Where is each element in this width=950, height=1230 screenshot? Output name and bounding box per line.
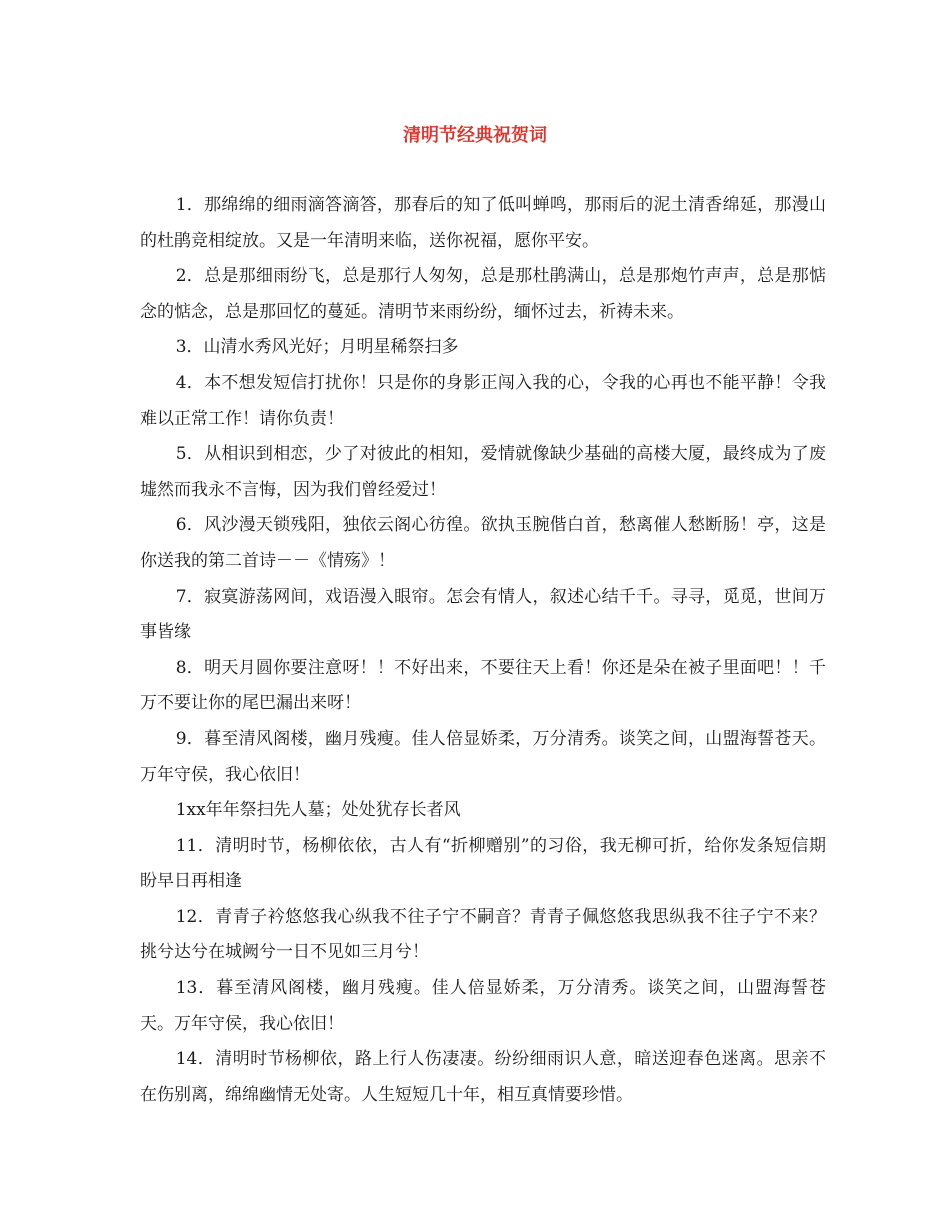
document-body <box>140 188 826 1113</box>
paragraph-1: 1．那绵绵的细雨滴答滴答，那春后的知了低叫蝉鸣，那雨后的泥土清香绵延，那漫山的杜鹃竞相绽放。又是一年清明来临，送你祝福，愿你平安。 <box>140 195 826 251</box>
paragraph-6: 6．风沙漫天锁残阳，独依云阁心彷徨。欲执玉腕偕白首，愁离催人愁断肠！亭，这是你送我的第二首诗－－《情殇》！ <box>140 515 826 571</box>
paragraph-12: 12．青青子衿悠悠我心纵我不往子宁不嗣音？青青子佩悠悠我思纵我不往子宁不来？挑兮达兮在城阙兮一日不见如三月兮！ <box>140 906 826 963</box>
paragraph-5: 5．从相识到相恋，少了对彼此的相知，爱情就像缺少基础的高楼大厦，最终成为了废墟然而我永不言悔，因为我们曾经爱过！ <box>140 444 826 500</box>
document-title: 清明节经典祝贺词 <box>403 125 547 146</box>
paragraph-10: 1xx年年祭扫先人墓；处处犹存长者风 <box>175 800 461 821</box>
paragraph-3: 3．山清水秀风光好；月明星稀祭扫多 <box>175 337 459 358</box>
paragraph-11: 11．清明时节，杨柳依依，古人有“折柳赠别”的习俗，我无柳可折，给你发条短信期盼早日再相逢 <box>140 835 826 892</box>
paragraph-4: 4．本不想发短信打扰你！只是你的身影正闯入我的心，令我的心再也不能平静！令我难以正常工作！请你负责！ <box>140 372 826 429</box>
paragraph-2: 2．总是那细雨纷飞，总是那行人匆匆，总是那杜鹃满山，总是那炮竹声声，总是那惦念的惦念，总是那回忆的蔓延。清明节来雨纷纷，缅怀过去，祈祷未来。 <box>140 266 826 322</box>
paragraph-9: 9．暮至清风阁楼，幽月残瘦。佳人倍显娇柔，万分清秀。谈笑之间，山盟海誓苍天。万年守侯，我心依旧！ <box>140 728 826 785</box>
paragraph-13: 13．暮至清风阁楼，幽月残瘦。佳人倍显娇柔，万分清秀。谈笑之间，山盟海誓苍天。万年守侯，我心依旧！ <box>140 978 826 1034</box>
paragraph-8: 8．明天月圆你要注意呀！！不好出来，不要往天上看！你还是朵在被子里面吧！！千万不要让你的尾巴漏出来呀！ <box>140 657 826 714</box>
paragraph-14: 14．清明时节杨柳依，路上行人伤凄凄。纷纷细雨识人意，暗送迎春色迷离。思亲不在伤别离，绵绵幽情无处寄。人生短短几十年，相互真情要珍惜。 <box>140 1049 826 1105</box>
paragraph-7: 7．寂寞游荡网间，戏语漫入眼帘。怎会有情人，叙述心结千千。寻寻，觅觅，世间万事皆缘 <box>140 586 826 643</box>
